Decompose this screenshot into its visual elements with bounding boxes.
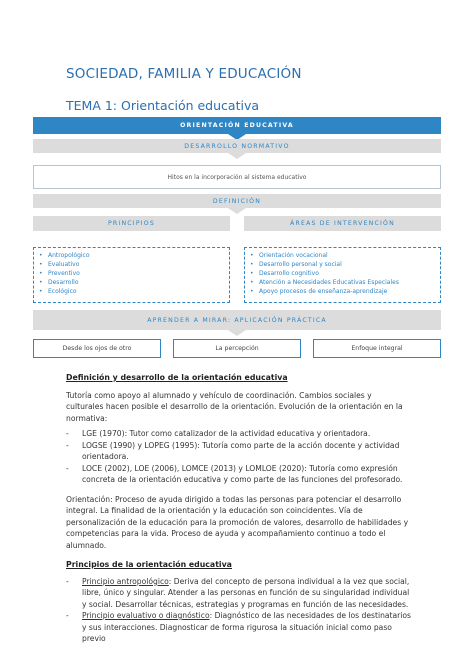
principios-band xyxy=(33,216,230,231)
list-item: • Orientación vocacional xyxy=(259,251,440,260)
normativo-band xyxy=(33,139,441,153)
aprender-band xyxy=(33,310,441,330)
list-item: • Atención a Necesidades Educativas Especiales xyxy=(259,278,440,287)
principios-label: PRINCIPIOS xyxy=(108,220,155,227)
definicion-band xyxy=(33,194,441,208)
list-item: - LOGSE (1990) y LOPEG (1995): Tutoría como parte de la acción docente y actividad orientadora. xyxy=(66,440,400,461)
list-item: • Desarrollo personal y social xyxy=(259,260,440,269)
page-title: SOCIEDAD, FAMILIA Y EDUCACIÓN xyxy=(66,66,302,82)
list-item: - Principio antropológico: Deriva del concepto de persona individual a la vez que social, libre, único y singular. Atender a las personas en función de su singularidad individual y social. Desarrollar técnicas, estrategias y programas en función de las necesidades. xyxy=(66,576,410,609)
principle-name: Principio antropológico xyxy=(82,576,169,586)
list-item: - LOCE (2002), LOE (2006), LOMCE (2013) y LOMLOE (2020): Tutoría como expresión concreta de la orientación educativa y como parte de las funciones del profesorado. xyxy=(66,463,403,484)
list-item: • Ecológico xyxy=(48,287,229,296)
list-item: • Evaluativo xyxy=(48,260,229,269)
principle-text: : Deriva del concepto de persona individual a la vez que social, libre, único y singular. Atender a las personas en función de su singularidad individual y social. Desarrollar técnicas, estrategias y programas en función de las necesidades. xyxy=(82,576,410,609)
list-item-text: LOGSE (1990) y LOPEG (1995): Tutoría como parte de la acción docente y actividad orientadora. xyxy=(82,440,400,461)
section-title: Principios de la orientación educativa xyxy=(66,560,232,569)
areas-label: ÁREAS DE INTERVENCIÓN xyxy=(290,220,395,227)
list-item: - Principio evaluativo o diagnóstico: Diagnóstico de las necesidades de los destinatarios y sus interacciones. Diagnosticar de forma rigurosa la situación inicial como paso previo xyxy=(66,611,412,643)
list-item: • Apoyo procesos de enseñanza-aprendizaje xyxy=(259,287,440,296)
principle-text: : Diagnóstico de las necesidades de los destinatarios y sus interacciones. Diagnosticar de forma rigurosa la situación inicial como paso previo xyxy=(82,611,412,643)
section-title: Definición y desarrollo de la orientación educativa xyxy=(66,373,288,382)
principle-list xyxy=(66,576,411,645)
diagram-header-label: ORIENTACIÓN EDUCATIVA xyxy=(180,122,294,129)
list-item-text: LOCE (2002), LOE (2006), LOMCE (2013) y LOMLOE (2020): Tutoría como expresión concreta de la orientación educativa y como parte de las funciones del profesorado. xyxy=(82,463,403,484)
pill-percepcion xyxy=(173,339,301,358)
diagram-header xyxy=(33,117,441,134)
areas-band xyxy=(244,216,441,231)
hitos-label: Hitos en la incorporación al sistema educativo xyxy=(167,173,307,181)
principle-name: Principio evaluativo o diagnóstico xyxy=(82,611,210,620)
chevron-down-icon xyxy=(228,330,246,336)
list-item: - LGE (1970): Tutor como catalizador de la actividad educativa y orientadora. xyxy=(66,429,371,438)
law-list xyxy=(66,428,411,486)
chevron-down-icon xyxy=(228,208,246,214)
list-item: • Desarrollo xyxy=(48,278,229,287)
paragraph: Orientación: Proceso de ayuda dirigido a todas las personas para potenciar el desarrollo integral. La finalidad de la orientación y la educación son coincidentes. Vía de personalización de la educación para la promoción de valores, desarrollo de habilidades y competencias para la vida. Proceso de ayuda y acompañamiento continuo a todo el alumnado. xyxy=(66,494,409,550)
pill-label: Desde los ojos de otro xyxy=(62,345,132,352)
principios-list xyxy=(33,247,230,303)
list-item: • Desarrollo cognitivo xyxy=(259,269,440,278)
pill-otro xyxy=(33,339,161,358)
pill-enfoque xyxy=(313,339,441,358)
list-item: • Preventivo xyxy=(48,269,229,278)
pill-label: La percepción xyxy=(215,345,259,352)
section-definicion xyxy=(66,372,411,645)
list-item: • Antropológico xyxy=(48,251,229,260)
hitos-box xyxy=(33,165,441,189)
pill-label: Enfoque integral xyxy=(351,345,403,352)
areas-list xyxy=(244,247,441,303)
chevron-down-icon xyxy=(228,153,246,159)
topic-title: TEMA 1: Orientación educativa xyxy=(66,98,260,113)
paragraph: Tutoría como apoyo al alumnado y vehículo de coordinación. Cambios sociales y culturales hacen posible el desarrollo de la orientación. Evolución de la orientación en la normativa: xyxy=(66,390,403,423)
list-item-text: LGE (1970): Tutor como catalizador de la actividad educativa y orientadora. xyxy=(82,429,371,438)
normativo-label: DESARROLLO NORMATIVO xyxy=(184,142,290,150)
aprender-label: APRENDER A MIRAR: APLICACIÓN PRÁCTICA xyxy=(147,316,327,324)
definicion-label: DEFINICIÓN xyxy=(212,197,262,205)
